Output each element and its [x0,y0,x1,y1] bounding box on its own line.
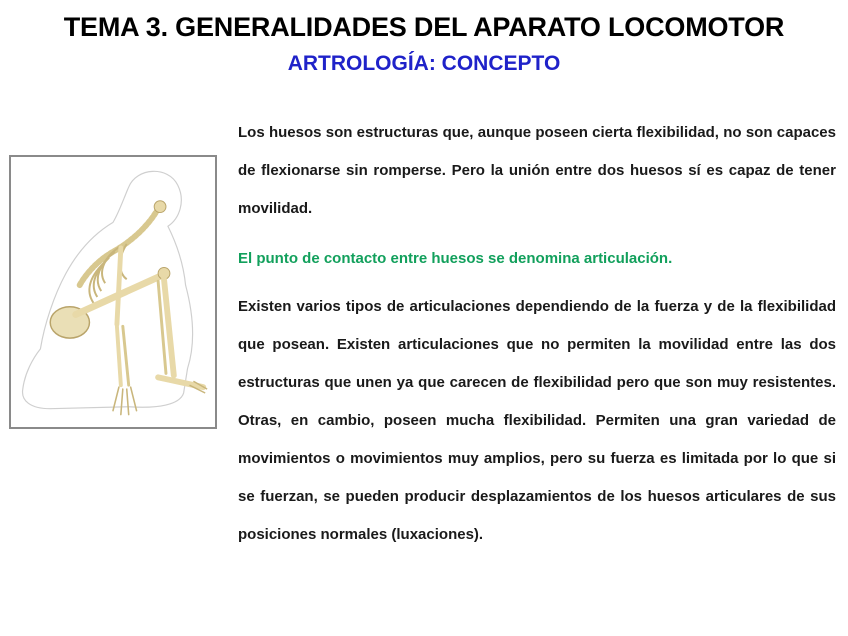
paragraph-joint-types: Existen varios tipos de articulaciones dependiendo de la fuerza y de la flexibilidad que posean. Existen articulaciones que no permiten la movilidad entre las dos estructuras que unen ya que carecen de flexibilidad pero que son muy resistentes. Otras, en cambio, poseen mucha flexibilidad. Permiten una gran variedad de movimientos o movimientos muy amplios, pero su fuerza es limitada por lo que si se fuerzan, se pueden producir desplazamientos de los huesos articulares de sus posiciones normales (luxaciones). [238,298,836,543]
paragraph-bones-flexibility: Los huesos son estructuras que, aunque poseen cierta flexibilidad, no son capaces de flexionarse sin romperse. Pero la unión entre dos huesos sí es capaz de tener movilidad. [238,124,836,217]
page-subtitle [0,52,848,76]
subtitle-text: ARTROLOGÍA: CONCEPTO [287,52,561,75]
highlight-articulation-definition: El punto de contacto entre huesos se denomina articulación. [238,250,673,267]
crouching-skeleton-illustration [11,157,215,427]
body-text [238,114,836,554]
page-title: TEMA 3. GENERALIDADES DEL APARATO LOCOMOTOR [63,12,785,42]
skeleton-figure [9,155,217,429]
